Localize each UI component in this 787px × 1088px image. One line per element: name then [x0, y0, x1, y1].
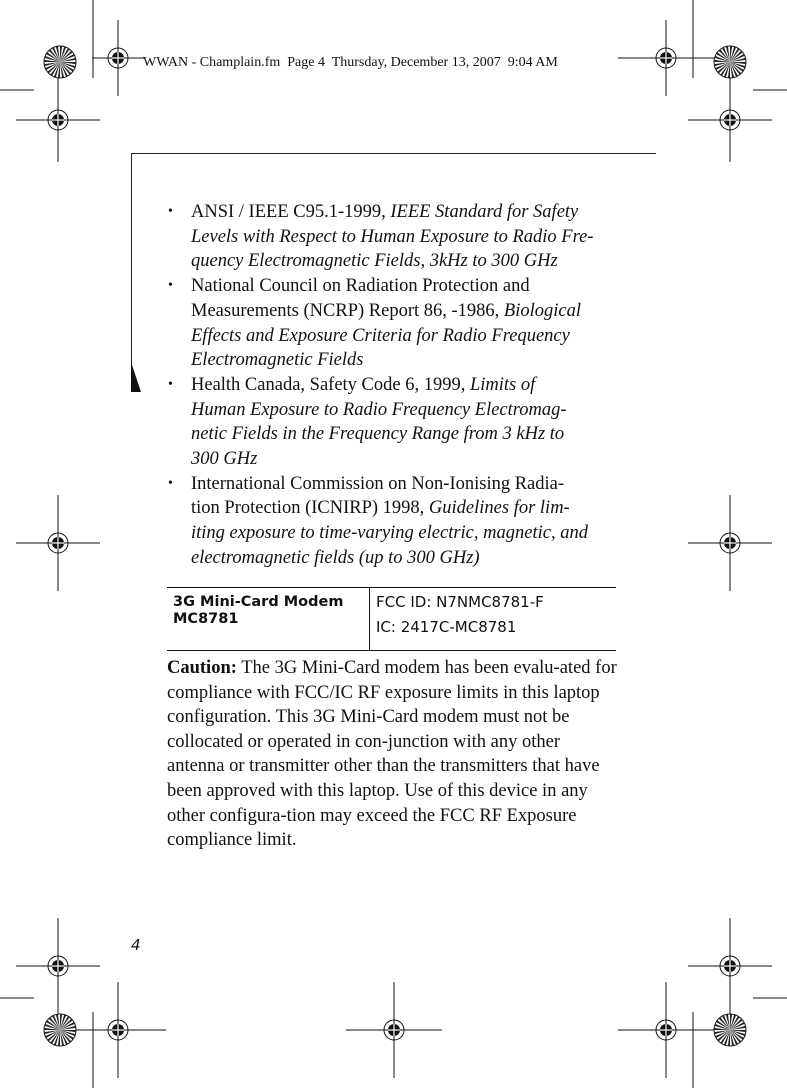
standard-name: International Commission on Non-Ionising Radia- — [191, 473, 565, 494]
table-row — [167, 588, 616, 651]
ic-id: IC: 2417C-MC8781 — [376, 618, 517, 636]
compliance-table — [167, 587, 616, 651]
list-item — [165, 373, 625, 472]
standard-title: iting exposure to time-varying electric, magnetic, and — [191, 523, 588, 544]
standard-title: Limits of — [469, 374, 536, 395]
frame-left-rule — [131, 153, 132, 383]
ids-cell — [370, 588, 617, 651]
standard-title: 300 GHz — [191, 449, 258, 470]
standard-title: quency Electromagnetic Fields, 3kHz to 300 GHz — [191, 251, 558, 272]
list-item — [165, 472, 625, 571]
standard-name: ANSI / IEEE C95.1-1999, — [191, 202, 391, 222]
standard-name: National Council on Radiation Protection and — [191, 276, 530, 297]
frame-top-rule — [131, 153, 656, 154]
standard-title: Levels with Respect to Human Exposure to Radio Fre- — [191, 226, 594, 247]
standard-title: electromagnetic fields (up to 300 GHz) — [191, 547, 480, 568]
standard-title: Human Exposure to Radio Frequency Electromag- — [191, 399, 567, 420]
standard-name: Health Canada, Safety Code 6, 1999, — [191, 374, 470, 395]
print-header-file-info: WWAN - Champlain.fm Page 4 Thursday, December 13, 2007 9:04 AM — [143, 55, 558, 70]
caution-paragraph — [167, 656, 617, 853]
standard-title: IEEE Standard for Safety — [390, 202, 579, 222]
standards-list — [165, 200, 625, 571]
list-item — [165, 200, 625, 274]
standard-title: Effects and Exposure Criteria for Radio Frequency — [191, 325, 570, 346]
section-tab-marker — [131, 362, 141, 392]
standard-title: Electromagnetic Fields — [191, 350, 364, 371]
page-number: 4 — [131, 936, 141, 954]
device-name-cell: 3G Mini-Card Modem MC8781 — [167, 588, 370, 651]
fcc-id: FCC ID: N7NMC8781-F — [376, 593, 544, 611]
standard-name: Measurements (NCRP) Report 86, -1986, — [191, 300, 504, 321]
standard-name: tion Protection (ICNIRP) 1998, — [191, 498, 429, 519]
standard-title: Biological — [503, 300, 581, 321]
standard-title: netic Fields in the Frequency Range from 3 kHz to — [191, 424, 565, 445]
list-item — [165, 274, 625, 373]
standard-title: Guidelines for lim- — [428, 498, 570, 519]
caution-text: The 3G Mini-Card modem has been evalu-ated for compliance with FCC/IC RF exposure limits in this laptop configuration. This 3G Mini-Card modem must not be collocated or operated in con-junction with any other antenna or transmitter other than the transmitters that have been approved with this laptop. Use of this device in any other configura-tion may exceed the FCC RF Exposure compliance limit. — [167, 658, 617, 851]
caution-label: Caution: — [167, 658, 237, 678]
